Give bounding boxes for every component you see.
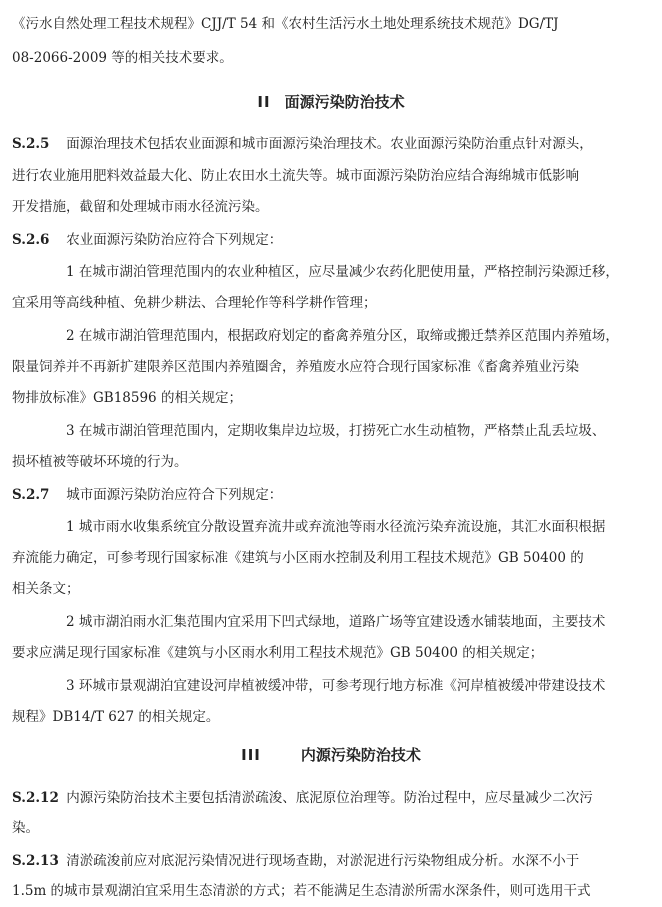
text-line: 进行农业施用肥料效益最大化、防止农田水土流失等。城市面源污染防治应结合海绵城市低影响 <box>12 168 579 184</box>
text-line: 1 城市雨水收集系统宜分散设置弃流井或弃流池等雨水径流污染弃流设施，其汇水面积根据 <box>66 519 606 535</box>
text-line: 规程》DB14/T 627 的相关规定。 <box>12 709 220 725</box>
clause-number: S.2.5 <box>12 136 50 152</box>
text-line: 染。 <box>12 820 39 836</box>
heading-number: III <box>241 746 261 764</box>
text-line: 1.5m 的城市景观湖泊宜采用生态清淤的方式；若不能满足生态清淤所需水深条件，则可选用干式 <box>12 883 591 899</box>
text-line: 物排放标准》GB18596 的相关规定； <box>12 390 242 406</box>
clause-number: S.2.13 <box>12 853 59 869</box>
clause-text: 农业面源污染防治应符合下列规定： <box>66 232 283 248</box>
text-line: 弃流能力确定，可参考现行国家标准《建筑与小区雨水控制及利用工程技术规范》GB 50400 的 <box>12 550 584 566</box>
clause-text: 面源治理技术包括农业面源和城市面源污染治理技术。农业面源污染防治重点针对源头， <box>66 136 593 152</box>
text-line: 限量饲养并不再新扩建限养区范围内养殖圈舍，养殖废水应符合现行国家标准《畜禽养殖业污染 <box>12 359 579 375</box>
text-line: 3 在城市湖泊管理范围内，定期收集岸边垃圾，打捞死亡水生动植物，严格禁止乱丢垃圾、 <box>66 423 606 439</box>
section-heading-ii <box>0 91 662 113</box>
heading-title: 内源污染防治技术 <box>300 746 421 764</box>
text-line: 开发措施，截留和处理城市雨水径流污染。 <box>12 199 269 215</box>
text-line: 损坏植被等破坏环境的行为。 <box>12 454 188 470</box>
text-line: 《污水自然处理工程技术规程》CJJ/T 54 和《农村生活污水土地处理系统技术规范》DG/TJ <box>12 16 559 32</box>
clause-text: 清淤疏浚前应对底泥污染情况进行现场查勘，对淤泥进行污染物组成分析。水深不小于 <box>66 853 580 869</box>
clause-s212 <box>12 788 593 808</box>
clause-number: S.2.7 <box>12 487 50 503</box>
text-line: 1 在城市湖泊管理范围内的农业种植区，应尽量减少农药化肥使用量，严格控制污染源迁移， <box>66 264 619 280</box>
text-line: 相关条文； <box>12 581 80 597</box>
clause-text: 内源污染防治技术主要包括清淤疏浚、底泥原位治理等。防治过程中，应尽量减少二次污 <box>66 790 593 806</box>
clause-text: 城市面源污染防治应符合下列规定： <box>66 487 283 503</box>
text-line: 3 环城市景观湖泊宜建设河岸植被缓冲带，可参考现行地方标准《河岸植被缓冲带建设技术 <box>66 678 606 694</box>
text-line: 2 在城市湖泊管理范围内，根据政府划定的畜禽养殖分区，取缔或搬迁禁养区范围内养殖场， <box>66 328 619 344</box>
clause-s27 <box>12 485 282 505</box>
text-line: 要求应满足现行国家标准《建筑与小区雨水利用工程技术规范》GB 50400 的相关规定； <box>12 645 544 661</box>
clause-s25 <box>12 134 593 154</box>
text-line: 2 城市湖泊雨水汇集范围内宜采用下凹式绿地，道路广场等宜建设透水铺装地面，主要技术 <box>66 614 606 630</box>
text-line: 宜采用等高线种植、免耕少耕法、合理轮作等科学耕作管理； <box>12 295 377 311</box>
clause-s26 <box>12 230 282 250</box>
heading-number: II <box>257 93 271 111</box>
text-line: 08-2066-2009 等的相关技术要求。 <box>12 50 233 66</box>
section-heading-iii <box>0 744 662 766</box>
heading-title: 面源污染防治技术 <box>284 93 405 111</box>
clause-number: S.2.12 <box>12 790 59 806</box>
clause-s213 <box>12 851 579 871</box>
clause-number: S.2.6 <box>12 232 50 248</box>
